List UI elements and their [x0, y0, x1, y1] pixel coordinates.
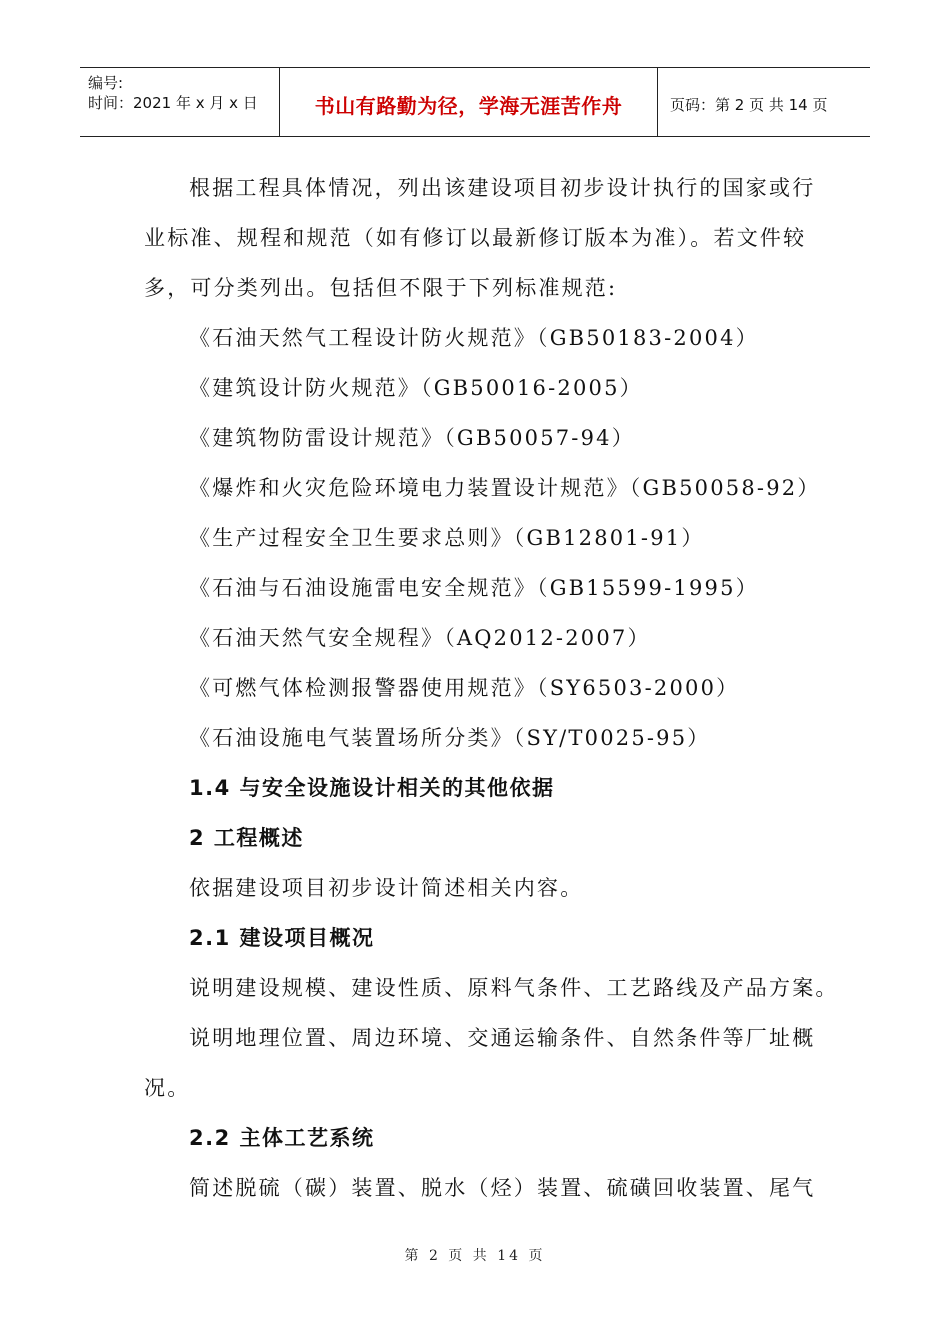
standard-item: 《可燃气体检测报警器使用规范》（SY6503-2000）: [189, 676, 740, 700]
header-meta: [80, 68, 280, 136]
section-heading-2-1: 2.1 建设项目概况: [189, 926, 375, 950]
header-motto-cell: [280, 68, 658, 136]
body-paragraph-line: 多，可分类列出。包括但不限于下列标准规范:: [144, 276, 618, 300]
body-paragraph-line: 根据工程具体情况，列出该建设项目初步设计执行的国家或行: [189, 176, 816, 200]
body-paragraph-line: 简述脱硫（碳）装置、脱水（烃）装置、硫磺回收装置、尾气: [189, 1176, 816, 1200]
standard-item: 《建筑物防雷设计规范》（GB50057-94）: [189, 426, 635, 450]
section-heading-1-4: 1.4 与安全设施设计相关的其他依据: [189, 776, 555, 800]
page-header: [80, 67, 870, 137]
body-paragraph-line: 况。: [144, 1076, 191, 1100]
body-paragraph-line: 说明地理位置、周边环境、交通运输条件、自然条件等厂址概: [189, 1026, 816, 1050]
standard-item: 《石油设施电气装置场所分类》（SY/T0025-95）: [189, 726, 711, 750]
header-motto: 书山有路勤为径，学海无涯苦作舟: [314, 93, 623, 118]
body-paragraph-line: 依据建设项目初步设计简述相关内容。: [189, 876, 584, 900]
body-paragraph-line: 说明建设规模、建设性质、原料气条件、工艺路线及产品方案。: [189, 976, 839, 1000]
standard-item: 《建筑设计防火规范》（GB50016-2005）: [189, 376, 643, 400]
body-paragraph-line: 业标准、规程和规范（如有修订以最新修订版本为准）。若文件较: [144, 226, 807, 250]
standard-item: 《石油与石油设施雷电安全规范》（GB15599-1995）: [189, 576, 759, 600]
standard-item: 《爆炸和火灾危险环境电力装置设计规范》（GB50058-92）: [189, 476, 821, 500]
standard-item: 《生产过程安全卫生要求总则》（GB12801-91）: [189, 526, 705, 550]
document-number-label: 编号:: [88, 74, 124, 92]
section-heading-2-2: 2.2 主体工艺系统: [189, 1126, 375, 1150]
standard-item: 《石油天然气工程设计防火规范》（GB50183-2004）: [189, 326, 759, 350]
header-page-info: 页码：第 2 页 共 14 页: [670, 95, 828, 114]
standard-item: 《石油天然气安全规程》（AQ2012-2007）: [189, 626, 651, 650]
document-date: 时间：2021 年 x 月 x 日: [88, 94, 258, 112]
header-page-info-cell: [658, 68, 870, 136]
section-heading-2: 2 工程概述: [189, 826, 304, 850]
page-footer: 第 2 页 共 14 页: [404, 1248, 546, 1264]
